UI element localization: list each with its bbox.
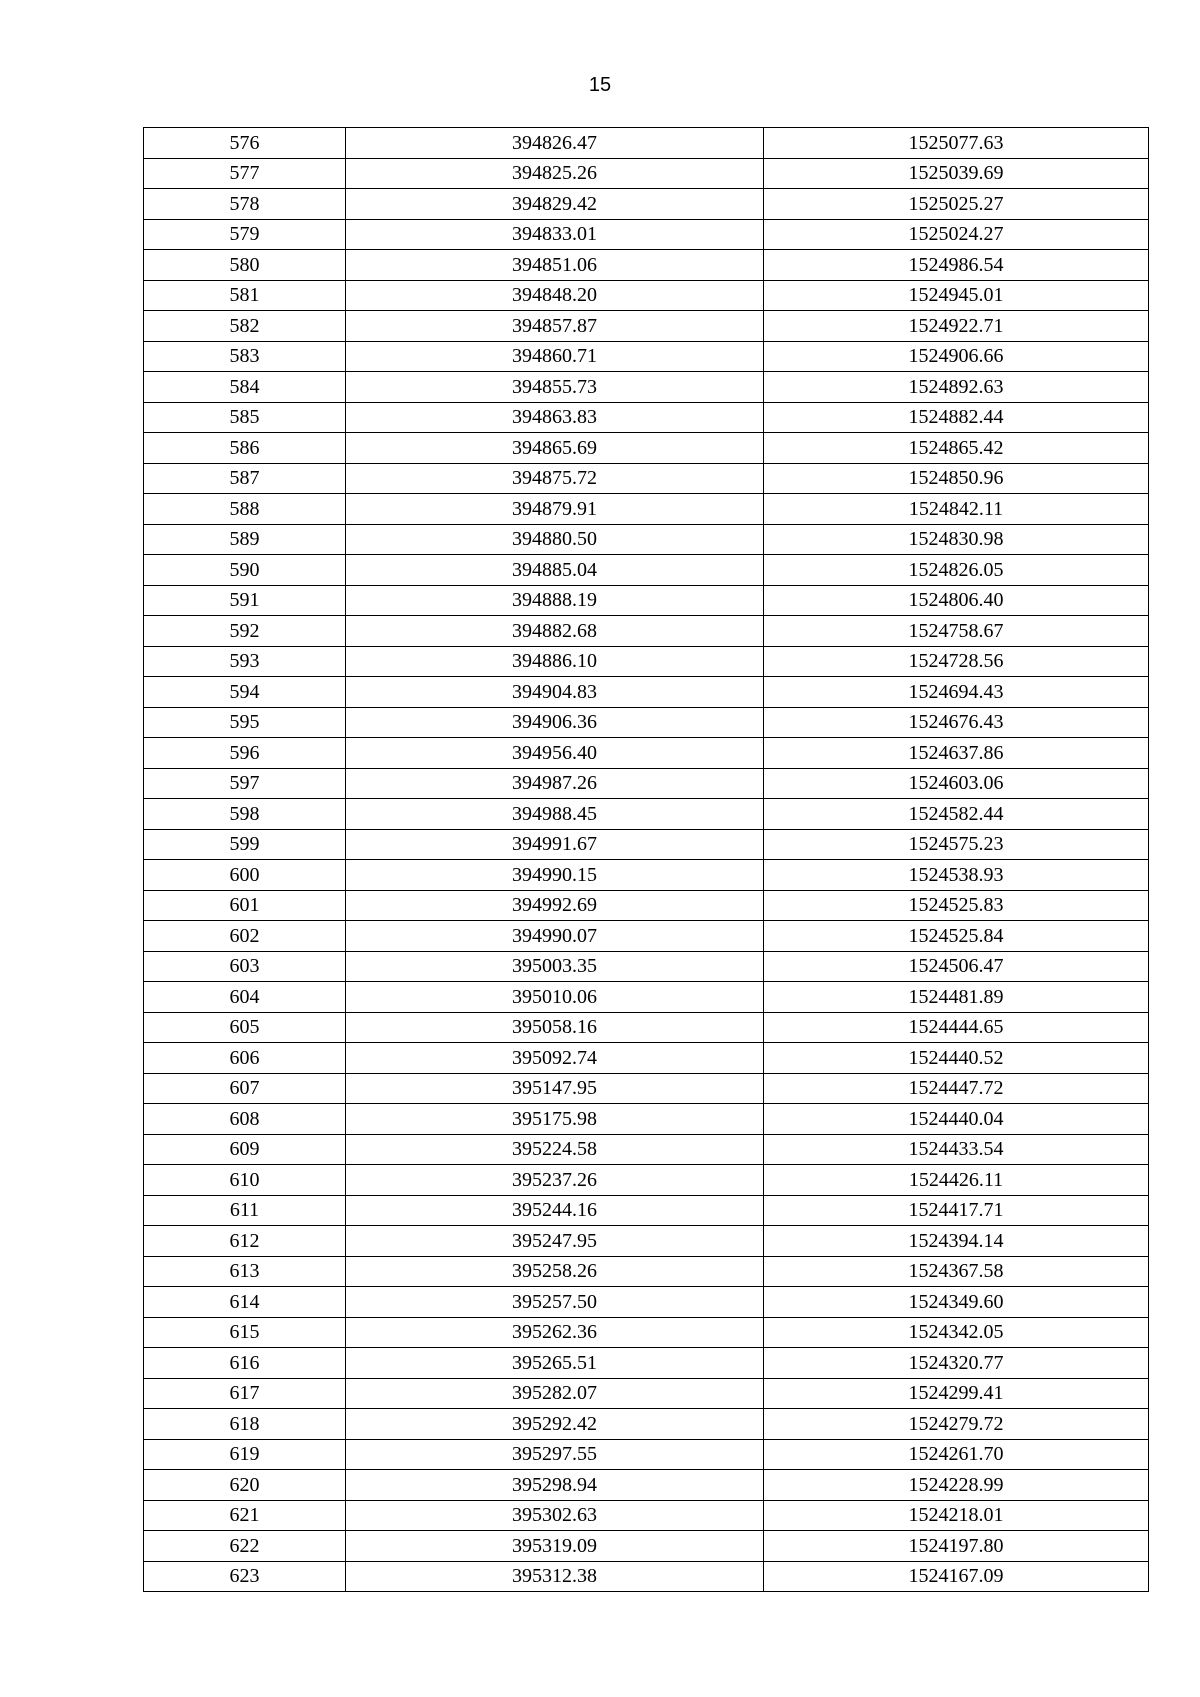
table-row bbox=[144, 707, 1149, 738]
point-number-cell: 578 bbox=[144, 189, 346, 220]
point-number-cell: 612 bbox=[144, 1226, 346, 1257]
y-coordinate-cell: 1524417.71 bbox=[764, 1195, 1149, 1226]
x-coordinate-cell: 394826.47 bbox=[346, 128, 764, 159]
table-row bbox=[144, 1439, 1149, 1470]
x-coordinate-cell: 394825.26 bbox=[346, 158, 764, 189]
point-number-cell: 605 bbox=[144, 1012, 346, 1043]
table-row bbox=[144, 799, 1149, 830]
table-row bbox=[144, 982, 1149, 1013]
table-row bbox=[144, 1378, 1149, 1409]
y-coordinate-cell: 1524865.42 bbox=[764, 433, 1149, 464]
y-coordinate-cell: 1524850.96 bbox=[764, 463, 1149, 494]
y-coordinate-cell: 1524299.41 bbox=[764, 1378, 1149, 1409]
y-coordinate-cell: 1524440.04 bbox=[764, 1104, 1149, 1135]
x-coordinate-cell: 395282.07 bbox=[346, 1378, 764, 1409]
table-row bbox=[144, 1134, 1149, 1165]
x-coordinate-cell: 394906.36 bbox=[346, 707, 764, 738]
x-coordinate-cell: 395265.51 bbox=[346, 1348, 764, 1379]
point-number-cell: 577 bbox=[144, 158, 346, 189]
y-coordinate-cell: 1524637.86 bbox=[764, 738, 1149, 769]
point-number-cell: 600 bbox=[144, 860, 346, 891]
y-coordinate-cell: 1524525.84 bbox=[764, 921, 1149, 952]
x-coordinate-cell: 394886.10 bbox=[346, 646, 764, 677]
y-coordinate-cell: 1524426.11 bbox=[764, 1165, 1149, 1196]
point-number-cell: 595 bbox=[144, 707, 346, 738]
x-coordinate-cell: 394990.07 bbox=[346, 921, 764, 952]
point-number-cell: 602 bbox=[144, 921, 346, 952]
table-row bbox=[144, 158, 1149, 189]
point-number-cell: 620 bbox=[144, 1470, 346, 1501]
table-row bbox=[144, 1531, 1149, 1562]
x-coordinate-cell: 395058.16 bbox=[346, 1012, 764, 1043]
y-coordinate-cell: 1524906.66 bbox=[764, 341, 1149, 372]
point-number-cell: 593 bbox=[144, 646, 346, 677]
y-coordinate-cell: 1524525.83 bbox=[764, 890, 1149, 921]
point-number-cell: 598 bbox=[144, 799, 346, 830]
point-number-cell: 610 bbox=[144, 1165, 346, 1196]
point-number-cell: 583 bbox=[144, 341, 346, 372]
table-row bbox=[144, 890, 1149, 921]
table-row bbox=[144, 1348, 1149, 1379]
y-coordinate-cell: 1524603.06 bbox=[764, 768, 1149, 799]
point-number-cell: 603 bbox=[144, 951, 346, 982]
page-number: 15 bbox=[588, 74, 612, 96]
x-coordinate-cell: 395244.16 bbox=[346, 1195, 764, 1226]
point-number-cell: 616 bbox=[144, 1348, 346, 1379]
x-coordinate-cell: 395298.94 bbox=[346, 1470, 764, 1501]
y-coordinate-cell: 1524882.44 bbox=[764, 402, 1149, 433]
point-number-cell: 617 bbox=[144, 1378, 346, 1409]
x-coordinate-cell: 394829.42 bbox=[346, 189, 764, 220]
point-number-cell: 590 bbox=[144, 555, 346, 586]
point-number-cell: 622 bbox=[144, 1531, 346, 1562]
table-row bbox=[144, 646, 1149, 677]
point-number-cell: 623 bbox=[144, 1561, 346, 1592]
x-coordinate-cell: 395010.06 bbox=[346, 982, 764, 1013]
x-coordinate-cell: 394991.67 bbox=[346, 829, 764, 860]
x-coordinate-cell: 394855.73 bbox=[346, 372, 764, 403]
x-coordinate-cell: 395224.58 bbox=[346, 1134, 764, 1165]
y-coordinate-cell: 1524892.63 bbox=[764, 372, 1149, 403]
table-row bbox=[144, 1012, 1149, 1043]
x-coordinate-cell: 394880.50 bbox=[346, 524, 764, 555]
table-row bbox=[144, 616, 1149, 647]
point-number-cell: 596 bbox=[144, 738, 346, 769]
point-number-cell: 621 bbox=[144, 1500, 346, 1531]
x-coordinate-cell: 395302.63 bbox=[346, 1500, 764, 1531]
point-number-cell: 597 bbox=[144, 768, 346, 799]
table-row bbox=[144, 250, 1149, 281]
y-coordinate-cell: 1524986.54 bbox=[764, 250, 1149, 281]
table-row bbox=[144, 1073, 1149, 1104]
y-coordinate-cell: 1525039.69 bbox=[764, 158, 1149, 189]
x-coordinate-cell: 394860.71 bbox=[346, 341, 764, 372]
table-row bbox=[144, 494, 1149, 525]
table-row bbox=[144, 860, 1149, 891]
y-coordinate-cell: 1525025.27 bbox=[764, 189, 1149, 220]
point-number-cell: 581 bbox=[144, 280, 346, 311]
table-row bbox=[144, 768, 1149, 799]
x-coordinate-cell: 394879.91 bbox=[346, 494, 764, 525]
point-number-cell: 582 bbox=[144, 311, 346, 342]
point-number-cell: 599 bbox=[144, 829, 346, 860]
y-coordinate-cell: 1525024.27 bbox=[764, 219, 1149, 250]
table-row bbox=[144, 402, 1149, 433]
y-coordinate-cell: 1524538.93 bbox=[764, 860, 1149, 891]
coordinates-table bbox=[143, 127, 1149, 1592]
y-coordinate-cell: 1524261.70 bbox=[764, 1439, 1149, 1470]
x-coordinate-cell: 394848.20 bbox=[346, 280, 764, 311]
table-row bbox=[144, 311, 1149, 342]
y-coordinate-cell: 1524694.43 bbox=[764, 677, 1149, 708]
x-coordinate-cell: 394865.69 bbox=[346, 433, 764, 464]
y-coordinate-cell: 1524197.80 bbox=[764, 1531, 1149, 1562]
table-row bbox=[144, 372, 1149, 403]
y-coordinate-cell: 1524826.05 bbox=[764, 555, 1149, 586]
x-coordinate-cell: 394875.72 bbox=[346, 463, 764, 494]
table-row bbox=[144, 1195, 1149, 1226]
y-coordinate-cell: 1524506.47 bbox=[764, 951, 1149, 982]
x-coordinate-cell: 395292.42 bbox=[346, 1409, 764, 1440]
x-coordinate-cell: 394833.01 bbox=[346, 219, 764, 250]
y-coordinate-cell: 1524728.56 bbox=[764, 646, 1149, 677]
x-coordinate-cell: 395175.98 bbox=[346, 1104, 764, 1135]
table-row bbox=[144, 1409, 1149, 1440]
x-coordinate-cell: 394904.83 bbox=[346, 677, 764, 708]
coordinates-table-body bbox=[144, 128, 1149, 1592]
x-coordinate-cell: 395003.35 bbox=[346, 951, 764, 982]
y-coordinate-cell: 1524842.11 bbox=[764, 494, 1149, 525]
point-number-cell: 591 bbox=[144, 585, 346, 616]
table-row bbox=[144, 829, 1149, 860]
point-number-cell: 619 bbox=[144, 1439, 346, 1470]
y-coordinate-cell: 1524830.98 bbox=[764, 524, 1149, 555]
point-number-cell: 606 bbox=[144, 1043, 346, 1074]
y-coordinate-cell: 1525077.63 bbox=[764, 128, 1149, 159]
y-coordinate-cell: 1524575.23 bbox=[764, 829, 1149, 860]
point-number-cell: 613 bbox=[144, 1256, 346, 1287]
table-row bbox=[144, 1561, 1149, 1592]
table-row bbox=[144, 677, 1149, 708]
point-number-cell: 614 bbox=[144, 1287, 346, 1318]
table-row bbox=[144, 555, 1149, 586]
point-number-cell: 608 bbox=[144, 1104, 346, 1135]
y-coordinate-cell: 1524228.99 bbox=[764, 1470, 1149, 1501]
point-number-cell: 618 bbox=[144, 1409, 346, 1440]
table-row bbox=[144, 433, 1149, 464]
x-coordinate-cell: 394851.06 bbox=[346, 250, 764, 281]
y-coordinate-cell: 1524481.89 bbox=[764, 982, 1149, 1013]
point-number-cell: 587 bbox=[144, 463, 346, 494]
point-number-cell: 601 bbox=[144, 890, 346, 921]
y-coordinate-cell: 1524945.01 bbox=[764, 280, 1149, 311]
point-number-cell: 615 bbox=[144, 1317, 346, 1348]
x-coordinate-cell: 395092.74 bbox=[346, 1043, 764, 1074]
table-row bbox=[144, 219, 1149, 250]
x-coordinate-cell: 394990.15 bbox=[346, 860, 764, 891]
table-row bbox=[144, 1500, 1149, 1531]
x-coordinate-cell: 395257.50 bbox=[346, 1287, 764, 1318]
x-coordinate-cell: 395312.38 bbox=[346, 1561, 764, 1592]
x-coordinate-cell: 395297.55 bbox=[346, 1439, 764, 1470]
x-coordinate-cell: 395247.95 bbox=[346, 1226, 764, 1257]
x-coordinate-cell: 394857.87 bbox=[346, 311, 764, 342]
point-number-cell: 594 bbox=[144, 677, 346, 708]
x-coordinate-cell: 394956.40 bbox=[346, 738, 764, 769]
y-coordinate-cell: 1524440.52 bbox=[764, 1043, 1149, 1074]
x-coordinate-cell: 395258.26 bbox=[346, 1256, 764, 1287]
table-row bbox=[144, 1043, 1149, 1074]
table-row bbox=[144, 951, 1149, 982]
y-coordinate-cell: 1524758.67 bbox=[764, 616, 1149, 647]
table-row bbox=[144, 1104, 1149, 1135]
point-number-cell: 592 bbox=[144, 616, 346, 647]
y-coordinate-cell: 1524922.71 bbox=[764, 311, 1149, 342]
point-number-cell: 576 bbox=[144, 128, 346, 159]
y-coordinate-cell: 1524342.05 bbox=[764, 1317, 1149, 1348]
table-row bbox=[144, 738, 1149, 769]
y-coordinate-cell: 1524349.60 bbox=[764, 1287, 1149, 1318]
y-coordinate-cell: 1524447.72 bbox=[764, 1073, 1149, 1104]
table-row bbox=[144, 921, 1149, 952]
y-coordinate-cell: 1524444.65 bbox=[764, 1012, 1149, 1043]
y-coordinate-cell: 1524367.58 bbox=[764, 1256, 1149, 1287]
table-row bbox=[144, 1470, 1149, 1501]
table-row bbox=[144, 1317, 1149, 1348]
table-row bbox=[144, 341, 1149, 372]
table-row bbox=[144, 463, 1149, 494]
point-number-cell: 580 bbox=[144, 250, 346, 281]
y-coordinate-cell: 1524279.72 bbox=[764, 1409, 1149, 1440]
table-row bbox=[144, 524, 1149, 555]
y-coordinate-cell: 1524582.44 bbox=[764, 799, 1149, 830]
x-coordinate-cell: 394987.26 bbox=[346, 768, 764, 799]
x-coordinate-cell: 394988.45 bbox=[346, 799, 764, 830]
point-number-cell: 588 bbox=[144, 494, 346, 525]
x-coordinate-cell: 395147.95 bbox=[346, 1073, 764, 1104]
table-row bbox=[144, 128, 1149, 159]
x-coordinate-cell: 394992.69 bbox=[346, 890, 764, 921]
point-number-cell: 586 bbox=[144, 433, 346, 464]
x-coordinate-cell: 394888.19 bbox=[346, 585, 764, 616]
table-row bbox=[144, 1165, 1149, 1196]
y-coordinate-cell: 1524433.54 bbox=[764, 1134, 1149, 1165]
point-number-cell: 611 bbox=[144, 1195, 346, 1226]
table-row bbox=[144, 1226, 1149, 1257]
y-coordinate-cell: 1524394.14 bbox=[764, 1226, 1149, 1257]
table-row bbox=[144, 189, 1149, 220]
x-coordinate-cell: 395319.09 bbox=[346, 1531, 764, 1562]
x-coordinate-cell: 395237.26 bbox=[346, 1165, 764, 1196]
point-number-cell: 579 bbox=[144, 219, 346, 250]
x-coordinate-cell: 394885.04 bbox=[346, 555, 764, 586]
table-row bbox=[144, 1256, 1149, 1287]
point-number-cell: 584 bbox=[144, 372, 346, 403]
table-row bbox=[144, 585, 1149, 616]
y-coordinate-cell: 1524167.09 bbox=[764, 1561, 1149, 1592]
x-coordinate-cell: 395262.36 bbox=[346, 1317, 764, 1348]
x-coordinate-cell: 394863.83 bbox=[346, 402, 764, 433]
point-number-cell: 609 bbox=[144, 1134, 346, 1165]
point-number-cell: 604 bbox=[144, 982, 346, 1013]
point-number-cell: 589 bbox=[144, 524, 346, 555]
y-coordinate-cell: 1524676.43 bbox=[764, 707, 1149, 738]
y-coordinate-cell: 1524806.40 bbox=[764, 585, 1149, 616]
table-row bbox=[144, 280, 1149, 311]
point-number-cell: 585 bbox=[144, 402, 346, 433]
x-coordinate-cell: 394882.68 bbox=[346, 616, 764, 647]
y-coordinate-cell: 1524320.77 bbox=[764, 1348, 1149, 1379]
table-row bbox=[144, 1287, 1149, 1318]
y-coordinate-cell: 1524218.01 bbox=[764, 1500, 1149, 1531]
point-number-cell: 607 bbox=[144, 1073, 346, 1104]
